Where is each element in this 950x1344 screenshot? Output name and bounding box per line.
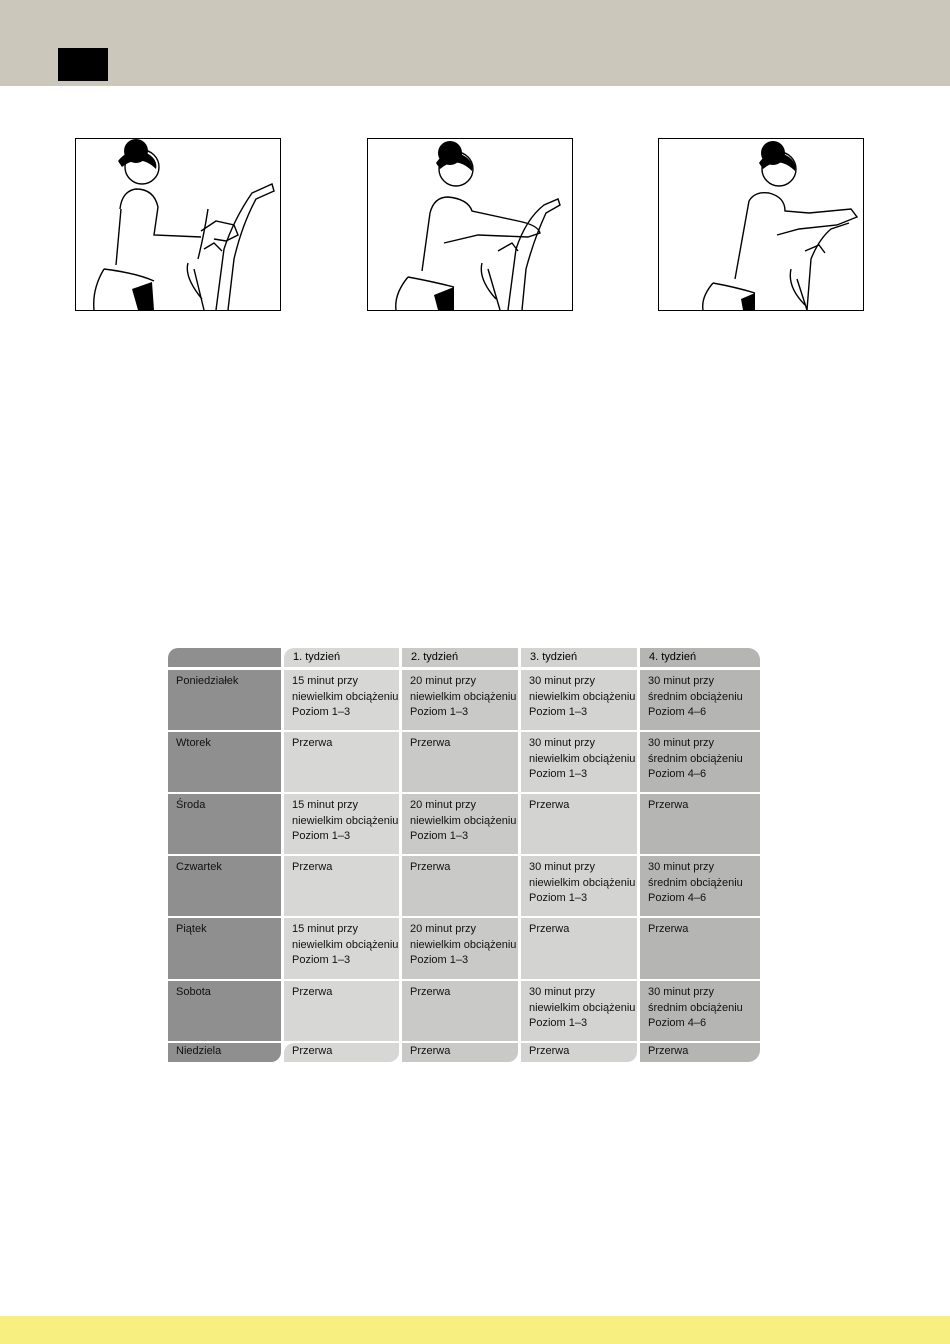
table-cell [284,918,399,979]
footer-band [0,1316,950,1344]
table-cell-line: 30 minut przy [648,737,715,749]
table-cell [402,856,518,916]
table-cell [284,732,399,792]
table-cell-line: niewielkim obciążeniu [292,690,399,703]
table-header-corner [168,648,281,667]
table-header-week-3: 3. tydzień [521,648,637,667]
table-cell [521,670,637,730]
table-cell-line: 30 minut przy [648,986,715,998]
table-cell [640,1043,760,1062]
table-cell [521,794,637,854]
table-cell-line: 20 minut przy [410,675,477,687]
table-cell-line: średnim obciążeniu [648,752,743,765]
table-cell-line: 30 minut przy [529,737,596,749]
table-cell-line: niewielkim obciążeniu [529,1001,636,1014]
table-cell [521,918,637,979]
table-cell [402,981,518,1041]
table-cell-line: Przerwa [410,986,451,998]
table-cell-line: niewielkim obciążeniu [410,938,517,951]
table-cell [521,856,637,916]
table-cell [284,794,399,854]
table-cell-line: Poziom 1–3 [410,954,469,966]
table-cell-line: niewielkim obciążeniu [410,814,517,827]
illustration-posture-1 [75,138,281,311]
person-on-elliptical-icon [76,139,280,310]
table-cell [402,1043,518,1062]
table-cell-line: Przerwa [410,737,451,749]
table-cell [521,1043,637,1062]
table-cell-line: Poziom 1–3 [410,706,469,718]
table-cell [521,732,637,792]
table-cell-line: Poziom 1–3 [410,830,469,842]
table-cell [402,794,518,854]
table-cell-line: średnim obciążeniu [648,1001,743,1014]
table-cell [640,732,760,792]
table-header-week-2: 2. tydzień [402,648,518,667]
table-cell-line: Przerwa [529,799,570,811]
table-day-label: Sobota [168,981,281,1041]
table-cell-line: Przerwa [292,737,333,749]
table-day-label: Piątek [168,918,281,979]
table-day-label: Wtorek [168,732,281,792]
table-cell-line: 30 minut przy [529,675,596,687]
table-cell-line: 15 minut przy [292,675,359,687]
table-day-label: Środa [168,794,281,854]
training-schedule-table [168,648,760,1062]
table-cell-line: niewielkim obciążeniu [529,876,636,889]
table-cell [284,856,399,916]
table-cell-line: 20 minut przy [410,923,477,935]
table-cell-line: niewielkim obciążeniu [529,690,636,703]
table-day-label: Czwartek [168,856,281,916]
table-cell-line: Przerwa [410,1045,451,1057]
table-cell-line: 30 minut przy [529,986,596,998]
table-cell-line: 30 minut przy [648,861,715,873]
table-cell-line: 20 minut przy [410,799,477,811]
table-cell-line: 30 minut przy [648,675,715,687]
table-cell-line: Przerwa [648,1045,689,1057]
table-cell [402,670,518,730]
table-cell-line: Poziom 1–3 [292,706,351,718]
table-day-label: Niedziela [168,1043,281,1062]
table-cell [640,856,760,916]
table-cell-line: Poziom 1–3 [292,954,351,966]
table-cell-line: Przerwa [410,861,451,873]
table-cell [402,732,518,792]
table-cell-line: Poziom 1–3 [529,1017,588,1029]
table-cell-line: Przerwa [292,986,333,998]
table-cell [284,981,399,1041]
table-cell-line: Poziom 1–3 [529,892,588,904]
table-cell-line: niewielkim obciążeniu [292,814,399,827]
table-cell [640,981,760,1041]
table-cell-line: Poziom 4–6 [648,1017,707,1029]
table-cell-line: Poziom 4–6 [648,892,707,904]
table-cell-line: Przerwa [529,1045,570,1057]
table-cell-line: średnim obciążeniu [648,876,743,889]
table-cell-line: Przerwa [529,923,570,935]
table-cell-line: Przerwa [648,923,689,935]
table-cell-line: 30 minut przy [529,861,596,873]
table-cell [640,670,760,730]
table-cell-line: niewielkim obciążeniu [410,690,517,703]
table-day-label: Poniedziałek [168,670,281,730]
table-header-week-1: 1. tydzień [284,648,399,667]
table-cell-line: Poziom 1–3 [292,830,351,842]
table-header-week-4: 4. tydzień [640,648,760,667]
table-cell [521,981,637,1041]
table-cell-line: Poziom 1–3 [529,768,588,780]
illustration-posture-3 [658,138,864,311]
table-cell-line: Poziom 1–3 [529,706,588,718]
table-cell-line: Poziom 4–6 [648,768,707,780]
table-cell-line: 15 minut przy [292,799,359,811]
table-cell-line: Przerwa [292,1045,333,1057]
illustration-posture-2 [367,138,573,311]
table-cell-line: 15 minut przy [292,923,359,935]
table-cell-line: niewielkim obciążeniu [529,752,636,765]
table-cell-line: Przerwa [648,799,689,811]
table-cell [284,670,399,730]
table-cell [284,1043,399,1062]
table-cell-line: Poziom 4–6 [648,706,707,718]
person-on-elliptical-icon [368,139,573,310]
table-cell-line: Przerwa [292,861,333,873]
table-cell [640,918,760,979]
table-cell-line: niewielkim obciążeniu [292,938,399,951]
table-cell-line: średnim obciążeniu [648,690,743,703]
table-cell [402,918,518,979]
table-cell [640,794,760,854]
header-band [0,0,950,86]
person-on-elliptical-icon [659,139,864,310]
page-number-tab [58,48,108,81]
